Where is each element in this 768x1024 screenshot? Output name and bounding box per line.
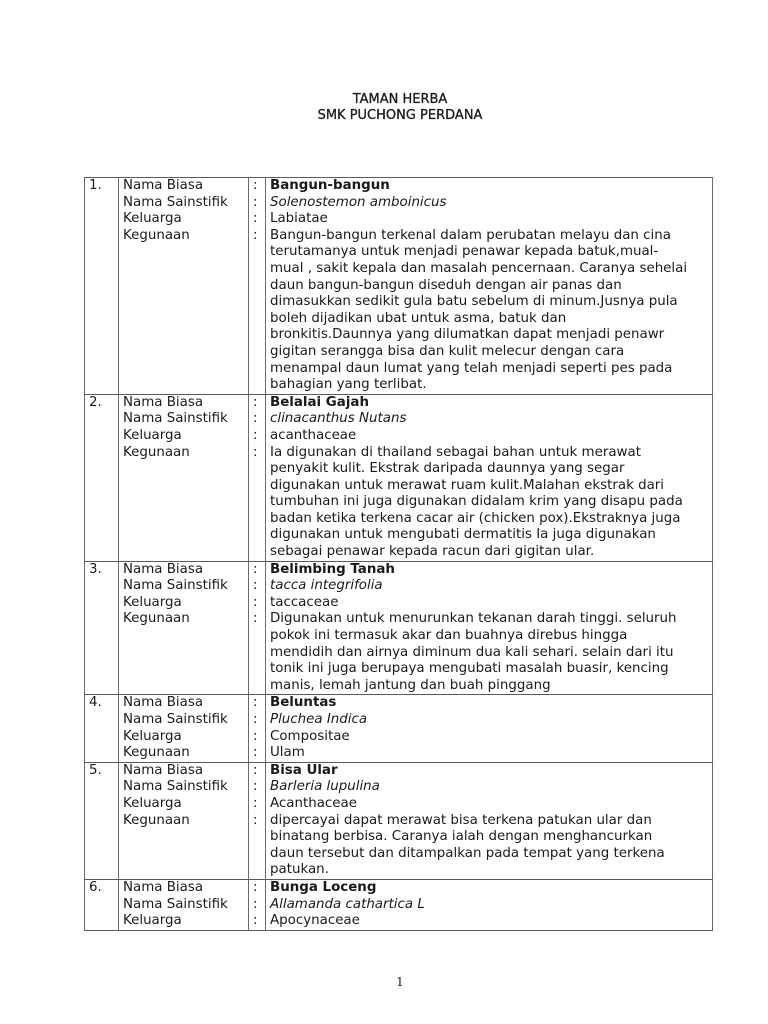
field-separator: : (253, 594, 258, 610)
field-separator: : (253, 178, 258, 193)
document-subtitle: SMK PUCHONG PERDANA (317, 108, 483, 123)
page-number: 1 (396, 975, 404, 989)
field-values (266, 879, 713, 930)
entry-number: 5. (85, 762, 119, 879)
field-labels (119, 394, 249, 561)
field-label-common-name: Nama Biasa (123, 561, 204, 577)
field-separator: : (253, 913, 258, 929)
common-name: Bunga Loceng (270, 879, 377, 895)
family-name: taccaceae (270, 594, 339, 610)
herb-table (84, 177, 713, 931)
field-values (266, 762, 713, 879)
field-labels (119, 762, 249, 879)
uses-text-line: gigitan serangga bisa dan kulit melecur dengan cara (270, 343, 625, 359)
uses-text-line: bronkitis.Daunnya yang dilumatkan dapat menjadi penawr (270, 327, 665, 343)
field-label-family: Keluarga (123, 795, 182, 811)
field-label-common-name: Nama Biasa (123, 394, 204, 410)
uses-text-line: binatang berbisa. Caranya ialah dengan menghancurkan (270, 829, 653, 845)
field-separator: : (253, 427, 258, 443)
family-name: Compositae (270, 728, 350, 744)
field-separator: : (253, 712, 258, 727)
field-separator: : (253, 578, 258, 594)
herb-entry-row (85, 561, 713, 695)
field-separators (249, 879, 266, 930)
field-label-common-name: Nama Biasa (123, 762, 204, 778)
scientific-name: Solenostemon amboinicus (270, 194, 447, 210)
entry-number: 3. (85, 561, 119, 695)
field-label-scientific-name: Nama Sainstifik (123, 578, 228, 594)
herb-entry-row (85, 762, 713, 879)
field-separator: : (253, 812, 258, 828)
field-separators (249, 695, 266, 762)
field-separators (249, 762, 266, 879)
herb-entry-row (85, 394, 713, 561)
family-name: Apocynaceae (270, 913, 360, 929)
uses-text-line: patukan. (270, 862, 329, 878)
common-name: Bangun-bangun (270, 178, 390, 193)
common-name: Beluntas (270, 695, 337, 711)
field-labels (119, 178, 249, 395)
entry-number: 4. (85, 695, 119, 762)
field-values (266, 695, 713, 762)
document-title: TAMAN HERBA (352, 92, 448, 107)
field-separator: : (253, 795, 258, 811)
field-separator: : (253, 561, 258, 577)
field-separator: : (253, 227, 258, 243)
common-name: Bisa Ular (270, 762, 338, 778)
family-name: Labiatae (270, 211, 328, 227)
herb-entry-row (85, 879, 713, 930)
field-label-scientific-name: Nama Sainstifik (123, 194, 228, 210)
field-separator: : (253, 695, 258, 711)
uses-text-line: Bangun-bangun terkenal dalam perubatan melayu dan cina (270, 227, 671, 243)
uses-text-line: mual , sakit kepala dan masalah pencernaan. Caranya sehelai (270, 260, 688, 276)
field-labels (119, 695, 249, 762)
field-values (266, 394, 713, 561)
document-title-block (0, 92, 768, 124)
uses-text-line: menampal daun lumat yang telah menjadi seperti pes pada (270, 360, 673, 376)
uses-text-line: dimasukkan sedikit gula batu sebelum di minum.Jusnya pula (270, 294, 678, 310)
field-separator: : (253, 444, 258, 460)
uses-text-line: daun bangun-bangun diseduh dengan air panas dan (270, 277, 622, 293)
common-name: Belimbing Tanah (270, 561, 395, 577)
field-separator: : (253, 779, 258, 795)
field-separator: : (253, 211, 258, 227)
scientific-name: Allamanda cathartica L (270, 896, 425, 912)
herb-entry-row (85, 178, 713, 395)
field-label-scientific-name: Nama Sainstifik (123, 779, 228, 795)
uses-text-line: Ulam (270, 745, 305, 761)
field-separator: : (253, 728, 258, 744)
entry-number: 6. (85, 879, 119, 930)
uses-text-line: daun tersebut dan ditampalkan pada tempat yang terkena (270, 845, 665, 861)
field-separator: : (253, 411, 258, 427)
entry-number: 1. (85, 178, 119, 395)
field-labels (119, 879, 249, 930)
scientific-name: clinacanthus Nutans (270, 411, 407, 427)
scientific-name: Pluchea Indica (270, 712, 368, 727)
uses-text-line: digunakan untuk merawat ruam kulit.Malahan ekstrak dari (270, 477, 665, 493)
uses-text-line: tumbuhan ini juga digunakan didalam krim yang disapu pada (270, 494, 683, 510)
uses-text-line: badan ketika terkena cacar air (chicken pox).Ekstraknya juga (270, 510, 681, 526)
field-label-family: Keluarga (123, 594, 182, 610)
uses-text-line: manis, lemah jantung dan buah pinggang (270, 677, 551, 693)
field-label-scientific-name: Nama Sainstifik (123, 896, 228, 912)
field-label-family: Keluarga (123, 913, 182, 929)
field-label-scientific-name: Nama Sainstifik (123, 712, 228, 727)
field-separator: : (253, 745, 258, 761)
field-separators (249, 394, 266, 561)
field-values (266, 561, 713, 695)
field-separator: : (253, 611, 258, 627)
uses-text-line: bahagian yang terlibat. (270, 377, 427, 393)
family-name: acanthaceae (270, 427, 357, 443)
field-values (266, 178, 713, 395)
uses-text-line: pokok ini termasuk akar dan buahnya direbus hingga (270, 628, 628, 644)
field-label-uses: Kegunaan (123, 227, 190, 243)
field-label-common-name: Nama Biasa (123, 695, 204, 711)
family-name: Acanthaceae (270, 795, 357, 811)
field-separator: : (253, 394, 258, 410)
field-separator: : (253, 762, 258, 778)
uses-text-line: digunakan untuk mengubati dermatitis Ia juga digunakan (270, 527, 656, 543)
field-separator: : (253, 879, 258, 895)
uses-text-line: sebagai penawar kepada racun dari gigitan ular. (270, 544, 595, 560)
field-label-family: Keluarga (123, 427, 182, 443)
field-label-uses: Kegunaan (123, 611, 190, 627)
field-label-common-name: Nama Biasa (123, 178, 204, 193)
herb-table-body (85, 178, 713, 931)
herb-entry-row (85, 695, 713, 762)
field-separators (249, 561, 266, 695)
entry-number: 2. (85, 394, 119, 561)
field-separators (249, 178, 266, 395)
field-separator: : (253, 896, 258, 912)
field-separator: : (253, 194, 258, 210)
field-label-family: Keluarga (123, 211, 182, 227)
field-label-common-name: Nama Biasa (123, 879, 204, 895)
field-label-uses: Kegunaan (123, 745, 190, 761)
field-label-uses: Kegunaan (123, 812, 190, 828)
uses-text-line: tonik ini juga berupaya mengubati masalah buasir, kencing (270, 661, 669, 677)
field-labels (119, 561, 249, 695)
uses-text-line: Ia digunakan di thailand sebagai bahan untuk merawat (270, 444, 641, 460)
uses-text-line: dipercayai dapat merawat bisa terkena patukan ular dan (270, 812, 652, 828)
field-label-scientific-name: Nama Sainstifik (123, 411, 228, 427)
uses-text-line: terutamanya untuk menjadi penawar kepada batuk,mual- (270, 244, 659, 260)
uses-text-line: Digunakan untuk menurunkan tekanan darah tinggi. seluruh (270, 611, 677, 627)
field-label-family: Keluarga (123, 728, 182, 744)
uses-text-line: penyakit kulit. Ekstrak daripada daunnya yang segar (270, 461, 625, 477)
field-label-uses: Kegunaan (123, 444, 190, 460)
uses-text-line: mendidih dan airnya diminum dua kali sehari. selain dari itu (270, 644, 674, 660)
scientific-name: Barleria lupulina (270, 779, 380, 795)
uses-text-line: boleh dijadikan ubat untuk asma, batuk dan (270, 310, 567, 326)
scientific-name: tacca integrifolia (270, 578, 383, 594)
common-name: Belalai Gajah (270, 394, 369, 410)
